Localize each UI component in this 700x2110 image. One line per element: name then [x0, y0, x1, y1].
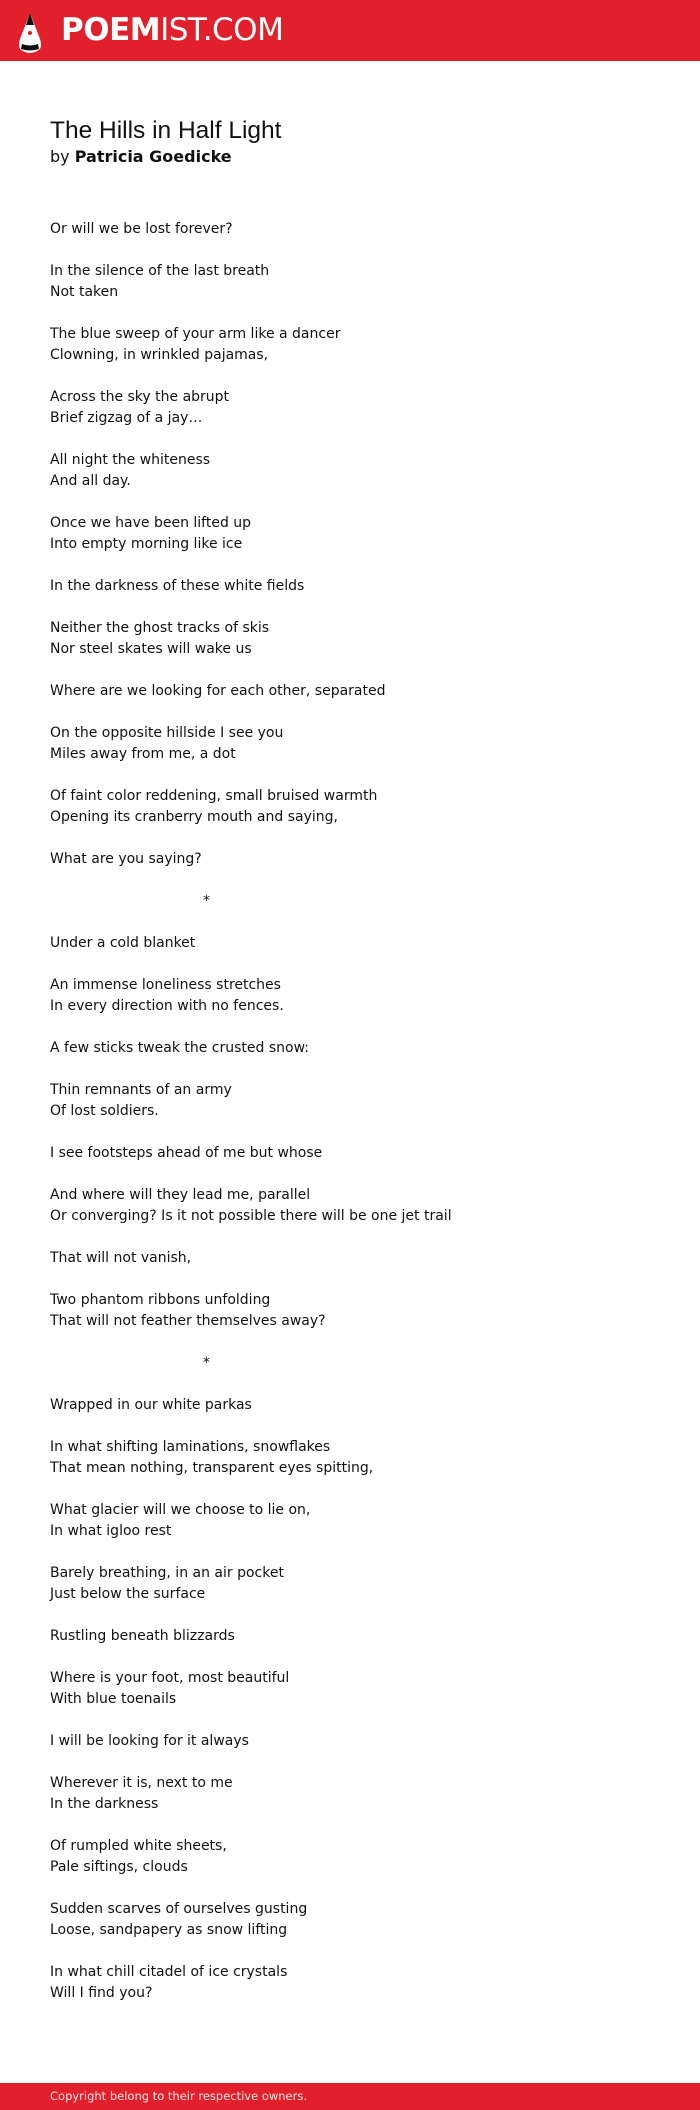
stanza	[50, 723, 670, 765]
copyright-text: Copyright belong to their respective owners.	[50, 2089, 308, 2103]
poem-line: In what igloo rest	[50, 1523, 172, 1539]
pen-nib-icon	[16, 11, 44, 53]
poem-line: On the opposite hillside I see you	[50, 725, 284, 741]
poem-line: In the silence of the last breath	[50, 263, 270, 279]
poem-line: Miles away from me, a dot	[50, 746, 236, 762]
stanza	[50, 618, 670, 660]
stanza	[50, 849, 670, 870]
stanza	[50, 933, 670, 954]
stanza	[50, 1080, 670, 1122]
poem-line: In every direction with no fences.	[50, 998, 284, 1014]
poem-line: Of lost soldiers.	[50, 1103, 159, 1119]
stanza	[50, 1437, 670, 1479]
poem-line: Where are we looking for each other, separated	[50, 683, 386, 699]
poem-line: Not taken	[50, 284, 119, 300]
poem-line: Under a cold blanket	[50, 935, 196, 951]
poem-line: All night the whiteness	[50, 452, 211, 468]
poem-line: Two phantom ribbons unfolding	[50, 1292, 271, 1308]
stanza	[50, 513, 670, 555]
stanza	[50, 1248, 670, 1269]
stanza	[50, 387, 670, 429]
poem-line: Wrapped in our white parkas	[50, 1397, 252, 1413]
stanza	[50, 786, 670, 828]
poem-line: I will be looking for it always	[50, 1733, 249, 1749]
poem-line: Where is your foot, most beautiful	[50, 1670, 290, 1686]
stanza	[50, 1668, 670, 1710]
brand-bold: POEM	[61, 12, 161, 48]
poem-line: Wherever it is, next to me	[50, 1775, 233, 1791]
stanza	[50, 324, 670, 366]
poem-line: In the darkness	[50, 1796, 159, 1812]
poem-line: The blue sweep of your arm like a dancer	[50, 326, 341, 342]
poem-line: That will not vanish,	[50, 1250, 192, 1266]
stanza	[50, 681, 670, 702]
poem-line: Of rumpled white sheets,	[50, 1838, 227, 1854]
poem-line: Or will we be lost forever?	[50, 221, 233, 237]
section-separator: *	[203, 893, 210, 909]
poem-line: Opening its cranberry mouth and saying,	[50, 809, 338, 825]
poem-line: Brief zigzag of a jay…	[50, 410, 203, 426]
stanza	[50, 1500, 670, 1542]
poem-line: Or converging? Is it not possible there will be one jet trail	[50, 1208, 452, 1224]
poem-line: Nor steel skates will wake us	[50, 641, 252, 657]
stanza	[50, 1038, 670, 1059]
poem-line: Will I find you?	[50, 1985, 153, 2001]
poem-line: What are you saying?	[50, 851, 202, 867]
stanza	[50, 1626, 670, 1647]
poem-line: Once we have been lifted up	[50, 515, 252, 531]
stanza	[50, 1290, 670, 1332]
poem-line: Pale siftings, clouds	[50, 1859, 188, 1875]
poem-line: Rustling beneath blizzards	[50, 1628, 235, 1644]
stanza	[50, 261, 670, 303]
site-footer	[0, 2083, 700, 2110]
poem-line: An immense loneliness stretches	[50, 977, 281, 993]
stanza	[50, 219, 670, 240]
poem-line: Just below the surface	[50, 1586, 206, 1602]
poem-line: Of faint color reddening, small bruised warmth	[50, 788, 378, 804]
poem-line: Neither the ghost tracks of skis	[50, 620, 270, 636]
poem-line: In what shifting laminations, snowflakes	[50, 1439, 331, 1455]
poem-line: That mean nothing, transparent eyes spitting,	[50, 1460, 374, 1476]
poem-line: Loose, sandpapery as snow lifting	[50, 1922, 288, 1938]
stanza	[50, 1731, 670, 1752]
poem-line: In the darkness of these white fields	[50, 578, 305, 594]
stanza	[50, 1773, 670, 1815]
stanza	[50, 1899, 670, 1941]
stanza	[50, 975, 670, 1017]
author-name: Patricia Goedicke	[74, 147, 232, 166]
section-separator: *	[203, 1355, 210, 1371]
stanza	[50, 1563, 670, 1605]
by-label: by	[50, 147, 70, 166]
poem-line: Barely breathing, in an air pocket	[50, 1565, 284, 1581]
stanza	[50, 1836, 670, 1878]
poem-title: The Hills in Half Light	[50, 117, 282, 144]
poem-line: And where will they lead me, parallel	[50, 1187, 311, 1203]
poem-line: What glacier will we choose to lie on,	[50, 1502, 311, 1518]
site-header	[0, 0, 700, 61]
poem-line: Thin remnants of an army	[50, 1082, 232, 1098]
byline	[50, 147, 650, 167]
stanza	[50, 1395, 670, 1416]
poem-line: In what chill citadel of ice crystals	[50, 1964, 288, 1980]
brand-wordmark[interactable]	[61, 11, 283, 49]
poem-body	[50, 219, 670, 2025]
stanza	[50, 450, 670, 492]
poem-line: Across the sky the abrupt	[50, 389, 230, 405]
site-logo[interactable]	[16, 11, 44, 53]
poem-line: I see footsteps ahead of me but whose	[50, 1145, 323, 1161]
poem-line: A few sticks tweak the crusted snow:	[50, 1040, 309, 1056]
poem-line: Clowning, in wrinkled pajamas,	[50, 347, 269, 363]
poem-line: With blue toenails	[50, 1691, 177, 1707]
poem-line: And all day.	[50, 473, 131, 489]
poem-line: Sudden scarves of ourselves gusting	[50, 1901, 308, 1917]
stanza	[50, 1962, 670, 2004]
stanza	[50, 576, 670, 597]
poem-heading	[50, 116, 650, 167]
poem-line: That will not feather themselves away?	[50, 1313, 326, 1329]
stanza	[50, 1143, 670, 1164]
poem-line: Into empty morning like ice	[50, 536, 243, 552]
brand-light: IST.COM	[160, 12, 284, 48]
stanza	[50, 1185, 670, 1227]
